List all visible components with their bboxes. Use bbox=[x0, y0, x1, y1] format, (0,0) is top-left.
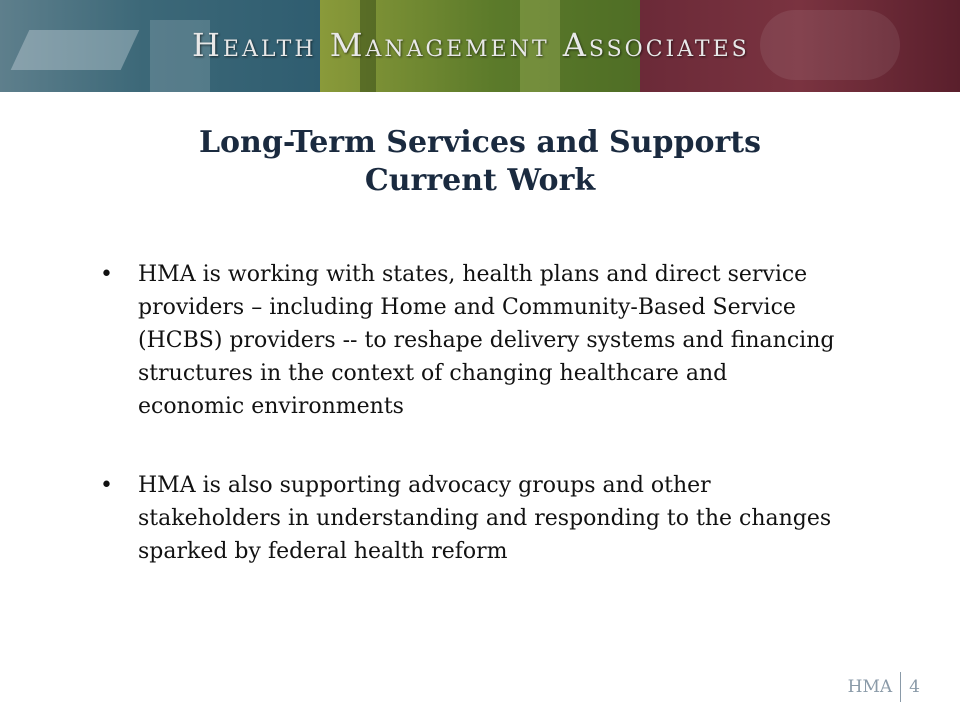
slide-title bbox=[0, 124, 960, 200]
page-number: 4 bbox=[909, 677, 920, 697]
footer-divider bbox=[900, 672, 901, 702]
bullet-text: HMA is working with states, health plans and direct service providers – including Home and Community-Based Service (HCBS) providers -- to reshape delivery systems and financing structures in the context of changing healthcare and economic environments bbox=[138, 262, 835, 419]
bullet-dot-icon: • bbox=[100, 473, 113, 498]
bullet-item bbox=[100, 469, 840, 568]
bullet-list bbox=[100, 258, 840, 614]
slide-footer bbox=[848, 672, 920, 702]
bullet-item bbox=[100, 258, 840, 423]
header-banner bbox=[0, 0, 960, 92]
bullet-dot-icon: • bbox=[100, 262, 113, 287]
brand-wordmark: Health Management Associates bbox=[192, 26, 750, 64]
bullet-text: HMA is also supporting advocacy groups and other stakeholders in understanding and responding to the changes sparked by federal health reform bbox=[138, 473, 832, 564]
slide-title-line-2: Current Work bbox=[364, 163, 596, 198]
footer-org: HMA bbox=[847, 677, 893, 697]
slide-title-line-1: Long-Term Services and Supports bbox=[198, 125, 762, 160]
